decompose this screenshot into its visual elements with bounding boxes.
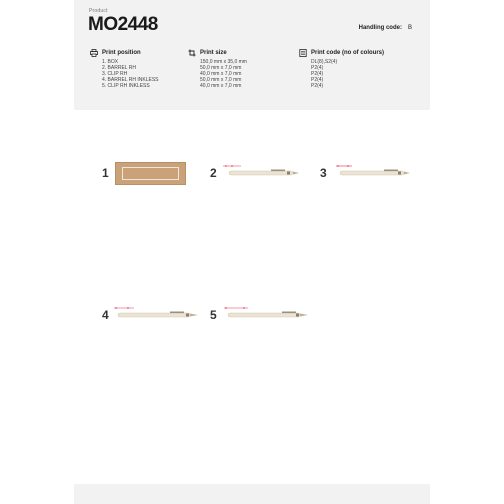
page-footer <box>74 484 430 504</box>
print-area-outline <box>122 167 179 180</box>
list-item: 5. CLIP RH INKLESS <box>102 83 150 89</box>
print-position-title: Print position <box>102 50 141 56</box>
handling-value: B <box>407 25 412 31</box>
product-label: Product <box>89 8 108 14</box>
print-size-title: Print size <box>200 50 227 56</box>
list-item: 50,0 mm x 7,0 mm <box>200 77 242 83</box>
print-code-list <box>299 59 384 89</box>
list-item: P2(4) <box>311 71 324 77</box>
list-icon <box>299 49 307 57</box>
print-code-column <box>299 48 384 89</box>
position-number: 1 <box>102 166 109 180</box>
list-item: 4. BARREL RH INKLESS <box>102 77 159 83</box>
print-size-list <box>188 59 247 89</box>
product-header <box>74 0 430 110</box>
box-image <box>115 162 186 185</box>
print-position-list <box>90 59 159 89</box>
crop-icon <box>188 49 196 57</box>
handling-label: Handling code: <box>358 25 402 31</box>
list-item: DL(8),S2(4) <box>311 59 338 65</box>
list-item: 50,0 mm x 7,0 mm <box>200 65 242 71</box>
list-item: 1. BOX <box>102 59 119 65</box>
list-item: P2(4) <box>311 65 324 71</box>
pen-image-barrel <box>221 163 301 181</box>
print-code-title: Print code (no of colours) <box>311 50 384 56</box>
position-number: 4 <box>102 308 109 322</box>
pen-image-barrel-inkless <box>112 305 202 323</box>
product-code: MO2448 <box>88 14 158 35</box>
list-item: P2(4) <box>311 83 324 89</box>
list-item: 3. CLIP RH <box>102 71 128 77</box>
position-number: 5 <box>210 308 217 322</box>
list-item: 40,0 mm x 7,0 mm <box>200 71 242 77</box>
list-item: P2(4) <box>311 77 324 83</box>
list-item: 150,0 mm x 35,0 mm <box>200 59 247 65</box>
list-item: 2. BARREL RH <box>102 65 136 71</box>
handling-code <box>359 25 412 31</box>
pen-image-clip <box>332 163 412 181</box>
print-size-column <box>188 48 247 89</box>
list-item: 40,0 mm x 7,0 mm <box>200 83 242 89</box>
pen-image-clip-inkless <box>222 305 312 323</box>
printer-icon <box>90 49 98 57</box>
position-number: 2 <box>210 166 217 180</box>
print-position-column <box>90 48 159 89</box>
position-number: 3 <box>320 166 327 180</box>
